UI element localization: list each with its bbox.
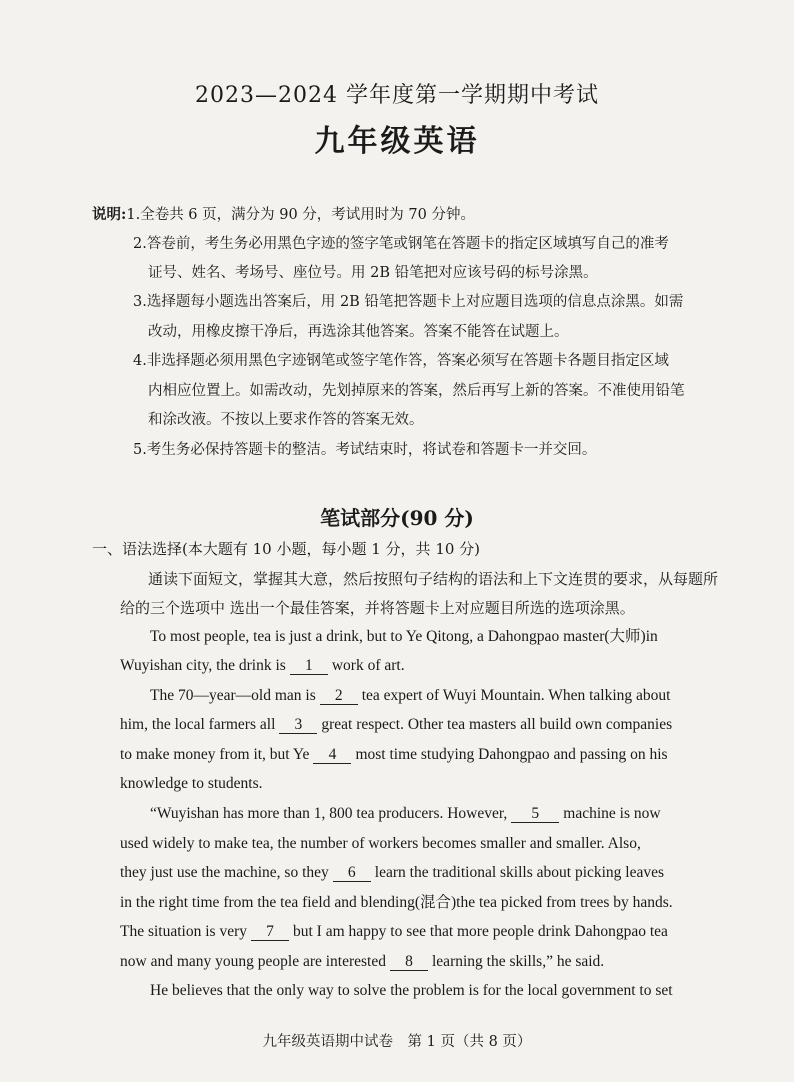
passage-line: used widely to make tea, the number of workers becomes smaller and smaller. Also, (120, 835, 641, 852)
passage-line: him, the local farmers all 3 great respect. Other tea masters all build own companies (120, 716, 673, 733)
part-title: 一、语法选择(本大题有 10 小题，每小题 1 分，共 10 分) (92, 540, 481, 558)
passage-line: Wuyishan city, the drink is 1 work of art. (120, 657, 405, 674)
subject-title: 九年级英语 (314, 124, 480, 159)
blank-2: 2 (320, 688, 358, 705)
instruction-line-8: 和涂改液。不按以上要求作答的答案无效。 (148, 412, 424, 428)
blank-3: 3 (279, 717, 317, 734)
blank-4: 4 (313, 747, 351, 764)
passage-line: knowledge to students. (120, 775, 263, 792)
passage-line: in the right time from the tea field and blending(混合)the tea picked from trees by hands. (120, 894, 673, 911)
passage-line: He believes that the only way to solve the problem is for the local government to set (150, 982, 673, 999)
blank-8: 8 (390, 954, 428, 971)
page-footer: 九年级英语期中试卷 第 1 页（共 8 页） (262, 1034, 532, 1050)
instruction-line-1: 说明:1.全卷共 6 页，满分为 90 分，考试用时为 70 分钟。 (92, 206, 475, 223)
section-title: 笔试部分(90 分) (320, 506, 474, 530)
instruction-line-2: 2.答卷前，考生务必用黑色字迹的签字笔或钢笔在答题卡的指定区域填写自己的准考 (133, 236, 669, 252)
instruction-line-5: 改动，用橡皮擦干净后，再选涂其他答案。答案不能答在试题上。 (148, 324, 569, 340)
blank-1: 1 (290, 658, 328, 675)
blank-6: 6 (333, 865, 371, 882)
passage-line: “Wuyishan has more than 1, 800 tea producers. However, 5 machine is now (150, 805, 661, 822)
exam-title: 2023—2024 学年度第一学期期中考试 (195, 83, 599, 108)
directions-line-1: 通读下面短文，掌握其大意，然后按照句子结构的语法和上下文连贯的要求，从每题所 (148, 570, 719, 588)
passage-line: to make money from it, but Ye 4 most time studying Dahongpao and passing on his (120, 746, 668, 763)
passage-line: The 70—year—old man is 2 tea expert of Wuyi Mountain. When talking about (150, 687, 671, 704)
blank-5: 5 (511, 806, 559, 823)
instruction-line-3: 证号、姓名、考场号、座位号。用 2B 铅笔把对应该号码的标号涂黑。 (148, 265, 598, 281)
passage-line: they just use the machine, so they 6 learn the traditional skills about picking leaves (120, 864, 665, 881)
passage-line: now and many young people are interested 8 learning the skills,” he said. (120, 953, 605, 970)
blank-7: 7 (251, 924, 289, 941)
directions-line-2: 给的三个选项中 选出一个最佳答案，并将答题卡上对应题目所选的选项涂黑。 (120, 599, 635, 617)
passage-line: The situation is very 7 but I am happy to see that more people drink Dahongpao tea (120, 923, 668, 940)
instruction-line-4: 3.选择题每小题选出答案后，用 2B 铅笔把答题卡上对应题目选项的信息点涂黑。如需 (133, 294, 684, 310)
instructions-label: 说明: (92, 206, 127, 223)
passage-line: To most people, tea is just a drink, but to Ye Qitong, a Dahongpao master(大师)in (150, 628, 658, 645)
instruction-line-7: 内相应位置上。如需改动，先划掉原来的答案，然后再写上新的答案。不准使用铅笔 (148, 383, 685, 399)
instruction-line-6: 4.非选择题必须用黑色字迹钢笔或签字笔作答，答案必须写在答题卡各题目指定区域 (133, 353, 669, 369)
instruction-line-9: 5.考生务必保持答题卡的整洁。考试结束时，将试卷和答题卡一并交回。 (133, 442, 597, 458)
